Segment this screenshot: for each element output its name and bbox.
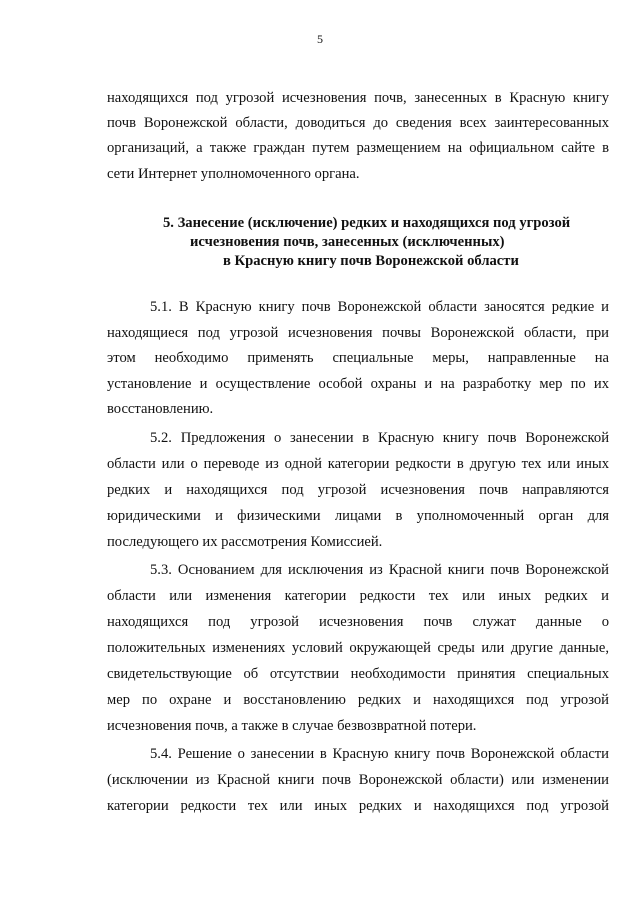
text-line: свидетельствующие об отсутствии необходимости принятия специальных [107, 666, 609, 682]
text-line: категории редкости тех или иных редких и находящихся под угрозой [107, 798, 609, 814]
text-line: юридическими и физическими лицами в уполномоченный орган для [107, 508, 609, 524]
text-line: 5.4. Решение о занесении в Красную книгу почв Воронежской области [150, 746, 609, 762]
text-line: почв Воронежской области, доводиться до сведения всех заинтересованных [107, 115, 609, 131]
page-number: 5 [317, 32, 323, 46]
text-line: сети Интернет уполномоченного органа. [107, 166, 360, 182]
section-heading-line: в Красную книгу почв Воронежской области [223, 253, 519, 269]
text-line: находящиеся под угрозой исчезновения почвы Воронежской области, при [107, 325, 609, 341]
text-line: 5.3. Основанием для исключения из Красной книги почв Воронежской [150, 562, 609, 578]
text-line: редких и находящихся под угрозой исчезновения почв направляются [107, 482, 609, 498]
text-line: восстановлению. [107, 401, 214, 417]
text-line: исчезновения почв, а также в случае безвозвратной потери. [107, 718, 477, 734]
text-line: положительных изменениях условий окружающей среды или другие данные, [107, 640, 609, 656]
text-line: последующего их рассмотрения Комиссией. [107, 534, 383, 550]
section-heading-line: 5. Занесение (исключение) редких и находящихся под угрозой [163, 215, 571, 231]
text-line: 5.2. Предложения о занесении в Красную книгу почв Воронежской [150, 430, 609, 446]
text-line: этом необходимо применять специальные меры, направленные на [107, 350, 609, 366]
text-line: находящихся под угрозой исчезновения почв служат данные о [107, 614, 609, 630]
text-line: установление и осуществление особой охраны и на разработку мер по их [107, 376, 609, 392]
text-line: области или изменения категории редкости тех или иных редких и [107, 588, 609, 604]
text-line: 5.1. В Красную книгу почв Воронежской области заносятся редкие и [150, 299, 609, 315]
text-line: области или о переводе из одной категории редкости в другую тех или иных [107, 456, 609, 472]
text-line: мер по охране и восстановлению редких и находящихся под угрозой [107, 692, 609, 708]
text-line: находящихся под угрозой исчезновения почв, занесенных в Красную книгу [107, 90, 609, 106]
text-line: организаций, а также граждан путем размещением на официальном сайте в [107, 140, 609, 156]
text-line: (исключении из Красной книги почв Воронежской области) или изменении [107, 772, 609, 788]
section-heading-line: исчезновения почв, занесенных (исключенных) [190, 234, 505, 250]
